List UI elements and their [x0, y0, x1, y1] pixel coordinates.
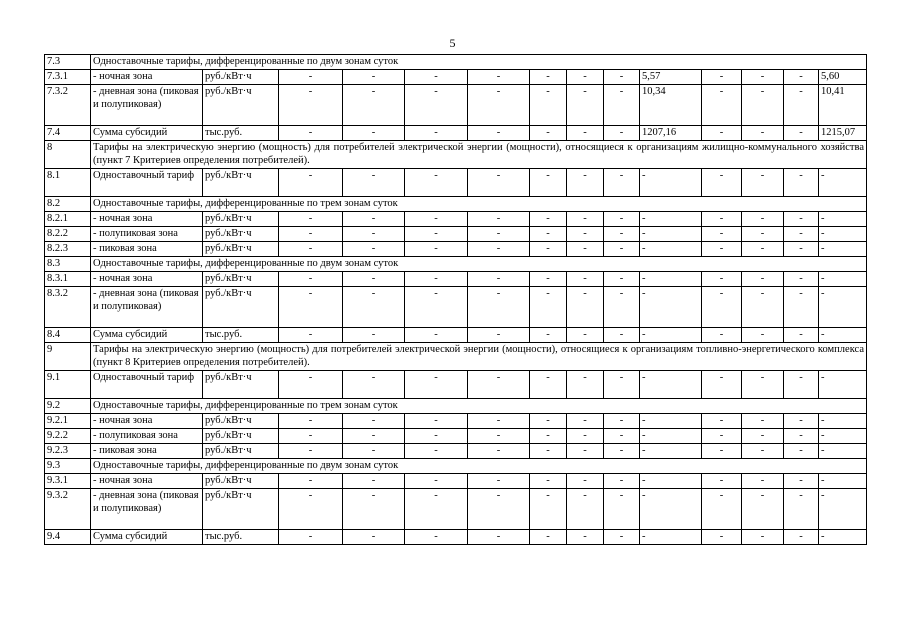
value-cell: -	[604, 272, 640, 287]
value-cell: -	[640, 287, 702, 328]
row-name: - пиковая зона	[91, 444, 203, 459]
table-row	[45, 328, 867, 343]
value-cell: -	[405, 474, 468, 489]
value-cell: -	[819, 530, 867, 545]
value-cell: -	[819, 371, 867, 399]
value-cell: -	[567, 474, 604, 489]
value-cell: -	[468, 227, 530, 242]
section-heading: Одноставочные тарифы, дифференцированные по двум зонам суток	[91, 459, 867, 474]
value-cell: -	[530, 474, 567, 489]
value-cell: -	[784, 429, 819, 444]
row-unit: руб./кВт·ч	[203, 70, 279, 85]
value-cell: 10,34	[640, 85, 702, 126]
value-cell: -	[343, 227, 405, 242]
value-cell: -	[819, 444, 867, 459]
row-number: 8	[45, 141, 91, 169]
value-cell: -	[468, 444, 530, 459]
value-cell: -	[405, 328, 468, 343]
row-number: 8.2.1	[45, 212, 91, 227]
value-cell: -	[742, 272, 784, 287]
value-cell: -	[742, 287, 784, 328]
section-heading: Одноставочные тарифы, дифференцированные по двум зонам суток	[91, 55, 867, 70]
value-cell: -	[640, 474, 702, 489]
value-cell: -	[742, 328, 784, 343]
value-cell: -	[530, 85, 567, 126]
page-number: 5	[449, 36, 456, 50]
value-cell: -	[343, 414, 405, 429]
value-cell: -	[604, 287, 640, 328]
value-cell: -	[742, 227, 784, 242]
value-cell: -	[604, 474, 640, 489]
value-cell: -	[468, 328, 530, 343]
table-row	[45, 257, 867, 272]
value-cell: -	[405, 287, 468, 328]
value-cell: -	[468, 126, 530, 141]
row-number: 9.2	[45, 399, 91, 414]
row-unit: руб./кВт·ч	[203, 371, 279, 399]
table-row	[45, 227, 867, 242]
value-cell: -	[530, 126, 567, 141]
value-cell: -	[742, 126, 784, 141]
value-cell: -	[784, 287, 819, 328]
value-cell: -	[530, 242, 567, 257]
value-cell: -	[468, 530, 530, 545]
row-name: - полупиковая зона	[91, 227, 203, 242]
value-cell: -	[784, 328, 819, 343]
tariff-table	[44, 54, 867, 545]
value-cell: -	[784, 227, 819, 242]
row-name: - полупиковая зона	[91, 429, 203, 444]
value-cell: 1215,07	[819, 126, 867, 141]
table-row	[45, 85, 867, 126]
section-heading: Одноставочные тарифы, дифференцированные по трем зонам суток	[91, 197, 867, 212]
value-cell: -	[468, 212, 530, 227]
table-row	[45, 414, 867, 429]
value-cell: -	[819, 328, 867, 343]
value-cell: -	[468, 474, 530, 489]
table-row	[45, 212, 867, 227]
value-cell: -	[784, 212, 819, 227]
value-cell: -	[640, 414, 702, 429]
value-cell: -	[279, 85, 343, 126]
value-cell: -	[640, 212, 702, 227]
value-cell: -	[640, 272, 702, 287]
value-cell: -	[742, 169, 784, 197]
value-cell: -	[279, 489, 343, 530]
value-cell: -	[530, 169, 567, 197]
value-cell: -	[702, 429, 742, 444]
row-name: - ночная зона	[91, 474, 203, 489]
row-number: 9.4	[45, 530, 91, 545]
value-cell: -	[784, 489, 819, 530]
value-cell: -	[604, 429, 640, 444]
section-heading: Одноставочные тарифы, дифференцированные по трем зонам суток	[91, 399, 867, 414]
value-cell: -	[819, 272, 867, 287]
value-cell: -	[742, 530, 784, 545]
value-cell: 10,41	[819, 85, 867, 126]
value-cell: -	[567, 530, 604, 545]
value-cell: -	[742, 414, 784, 429]
value-cell: -	[702, 530, 742, 545]
value-cell: -	[405, 489, 468, 530]
value-cell: -	[405, 429, 468, 444]
value-cell: 5,60	[819, 70, 867, 85]
value-cell: -	[640, 444, 702, 459]
value-cell: -	[468, 169, 530, 197]
value-cell: -	[343, 70, 405, 85]
section-heading: Одноставочные тарифы, дифференцированные по двум зонам суток	[91, 257, 867, 272]
value-cell: -	[530, 530, 567, 545]
value-cell: -	[279, 414, 343, 429]
table-row	[45, 429, 867, 444]
value-cell: 1207,16	[640, 126, 702, 141]
value-cell: -	[819, 429, 867, 444]
value-cell: -	[567, 70, 604, 85]
value-cell: -	[405, 85, 468, 126]
row-unit: руб./кВт·ч	[203, 272, 279, 287]
value-cell: -	[702, 227, 742, 242]
section-heading: Тарифы на электрическую энергию (мощность) для потребителей электрической энергии (мощности), относящиеся к организациям жилищно-коммунального хозяйства (пункт 7 Критериев определения потребителей).	[91, 141, 867, 169]
value-cell: -	[604, 242, 640, 257]
row-name: - дневная зона (пиковая и полупиковая)	[91, 287, 203, 328]
value-cell: -	[819, 489, 867, 530]
table-row	[45, 530, 867, 545]
value-cell: -	[702, 272, 742, 287]
row-unit: тыс.руб.	[203, 530, 279, 545]
value-cell: -	[784, 169, 819, 197]
value-cell: -	[567, 371, 604, 399]
value-cell: -	[405, 70, 468, 85]
tariff-table-body	[45, 55, 867, 545]
value-cell: -	[742, 489, 784, 530]
value-cell: -	[784, 444, 819, 459]
row-unit: руб./кВт·ч	[203, 242, 279, 257]
row-unit: руб./кВт·ч	[203, 474, 279, 489]
value-cell: -	[343, 530, 405, 545]
row-name: - пиковая зона	[91, 242, 203, 257]
value-cell: -	[468, 429, 530, 444]
value-cell: -	[405, 126, 468, 141]
value-cell: -	[604, 169, 640, 197]
value-cell: -	[702, 287, 742, 328]
value-cell: -	[468, 272, 530, 287]
value-cell: -	[784, 371, 819, 399]
value-cell: -	[343, 429, 405, 444]
row-name: - ночная зона	[91, 272, 203, 287]
value-cell: -	[567, 212, 604, 227]
value-cell: -	[702, 371, 742, 399]
value-cell: -	[567, 444, 604, 459]
value-cell: -	[279, 169, 343, 197]
value-cell: -	[702, 328, 742, 343]
value-cell: -	[784, 70, 819, 85]
row-number: 9.3.1	[45, 474, 91, 489]
value-cell: -	[343, 242, 405, 257]
row-unit: руб./кВт·ч	[203, 489, 279, 530]
row-name: - ночная зона	[91, 70, 203, 85]
row-number: 8.1	[45, 169, 91, 197]
value-cell: -	[279, 444, 343, 459]
value-cell: -	[640, 227, 702, 242]
value-cell: -	[702, 126, 742, 141]
value-cell: -	[405, 242, 468, 257]
value-cell: -	[604, 85, 640, 126]
value-cell: -	[567, 126, 604, 141]
value-cell: -	[604, 227, 640, 242]
row-unit: руб./кВт·ч	[203, 287, 279, 328]
row-number: 7.4	[45, 126, 91, 141]
value-cell: -	[640, 242, 702, 257]
table-row	[45, 489, 867, 530]
row-name: - ночная зона	[91, 212, 203, 227]
value-cell: -	[702, 474, 742, 489]
row-unit: руб./кВт·ч	[203, 227, 279, 242]
row-unit: тыс.руб.	[203, 126, 279, 141]
value-cell: -	[468, 70, 530, 85]
value-cell: -	[343, 169, 405, 197]
row-unit: руб./кВт·ч	[203, 212, 279, 227]
table-row	[45, 55, 867, 70]
value-cell: -	[279, 530, 343, 545]
value-cell: -	[405, 530, 468, 545]
value-cell: -	[742, 85, 784, 126]
value-cell: -	[279, 272, 343, 287]
value-cell: -	[279, 227, 343, 242]
value-cell: -	[784, 272, 819, 287]
value-cell: -	[530, 328, 567, 343]
value-cell: -	[530, 272, 567, 287]
value-cell: -	[742, 474, 784, 489]
row-number: 8.3.2	[45, 287, 91, 328]
row-number: 7.3.2	[45, 85, 91, 126]
table-row	[45, 371, 867, 399]
value-cell: -	[604, 328, 640, 343]
value-cell: -	[702, 85, 742, 126]
row-number: 8.2	[45, 197, 91, 212]
value-cell: -	[530, 489, 567, 530]
table-row	[45, 474, 867, 489]
value-cell: -	[742, 444, 784, 459]
value-cell: -	[343, 371, 405, 399]
table-row	[45, 287, 867, 328]
value-cell: -	[567, 429, 604, 444]
value-cell: -	[702, 414, 742, 429]
value-cell: 5,57	[640, 70, 702, 85]
value-cell: -	[784, 474, 819, 489]
table-row	[45, 343, 867, 371]
value-cell: -	[567, 272, 604, 287]
value-cell: -	[279, 328, 343, 343]
row-number: 9	[45, 343, 91, 371]
table-row	[45, 169, 867, 197]
value-cell: -	[784, 85, 819, 126]
value-cell: -	[405, 414, 468, 429]
row-number: 9.1	[45, 371, 91, 399]
value-cell: -	[530, 212, 567, 227]
row-name: - дневная зона (пиковая и полупиковая)	[91, 85, 203, 126]
value-cell: -	[819, 169, 867, 197]
value-cell: -	[742, 70, 784, 85]
table-row	[45, 126, 867, 141]
row-unit: руб./кВт·ч	[203, 414, 279, 429]
row-name: - ночная зона	[91, 414, 203, 429]
value-cell: -	[530, 429, 567, 444]
value-cell: -	[530, 371, 567, 399]
value-cell: -	[819, 287, 867, 328]
value-cell: -	[405, 169, 468, 197]
value-cell: -	[567, 169, 604, 197]
value-cell: -	[742, 371, 784, 399]
value-cell: -	[279, 70, 343, 85]
value-cell: -	[604, 414, 640, 429]
value-cell: -	[279, 126, 343, 141]
row-number: 9.2.2	[45, 429, 91, 444]
row-number: 9.2.1	[45, 414, 91, 429]
value-cell: -	[567, 287, 604, 328]
value-cell: -	[343, 474, 405, 489]
row-number: 8.2.2	[45, 227, 91, 242]
value-cell: -	[640, 371, 702, 399]
value-cell: -	[567, 489, 604, 530]
value-cell: -	[604, 70, 640, 85]
row-unit: руб./кВт·ч	[203, 85, 279, 126]
value-cell: -	[405, 227, 468, 242]
value-cell: -	[279, 287, 343, 328]
value-cell: -	[279, 212, 343, 227]
value-cell: -	[640, 169, 702, 197]
value-cell: -	[468, 85, 530, 126]
value-cell: -	[530, 287, 567, 328]
value-cell: -	[702, 242, 742, 257]
value-cell: -	[405, 444, 468, 459]
value-cell: -	[405, 371, 468, 399]
row-name: Сумма субсидий	[91, 328, 203, 343]
table-row	[45, 242, 867, 257]
value-cell: -	[702, 70, 742, 85]
value-cell: -	[343, 212, 405, 227]
value-cell: -	[567, 328, 604, 343]
table-row	[45, 272, 867, 287]
row-unit: тыс.руб.	[203, 328, 279, 343]
value-cell: -	[468, 371, 530, 399]
value-cell: -	[343, 328, 405, 343]
value-cell: -	[742, 429, 784, 444]
value-cell: -	[640, 489, 702, 530]
row-name: Сумма субсидий	[91, 530, 203, 545]
value-cell: -	[784, 530, 819, 545]
table-row	[45, 141, 867, 169]
row-number: 8.3	[45, 257, 91, 272]
value-cell: -	[468, 242, 530, 257]
row-number: 8.3.1	[45, 272, 91, 287]
value-cell: -	[640, 530, 702, 545]
value-cell: -	[405, 212, 468, 227]
value-cell: -	[405, 272, 468, 287]
row-name: Сумма субсидий	[91, 126, 203, 141]
value-cell: -	[343, 444, 405, 459]
value-cell: -	[742, 212, 784, 227]
value-cell: -	[819, 212, 867, 227]
value-cell: -	[702, 169, 742, 197]
value-cell: -	[279, 371, 343, 399]
value-cell: -	[742, 242, 784, 257]
value-cell: -	[702, 444, 742, 459]
row-number: 7.3	[45, 55, 91, 70]
value-cell: -	[530, 227, 567, 242]
value-cell: -	[702, 212, 742, 227]
row-unit: руб./кВт·ч	[203, 169, 279, 197]
row-number: 9.2.3	[45, 444, 91, 459]
value-cell: -	[604, 489, 640, 530]
value-cell: -	[604, 212, 640, 227]
section-heading: Тарифы на электрическую энергию (мощность) для потребителей электрической энергии (мощности), относящиеся к организациям топливно-энергетического комплекса (пункт 8 Критериев определения потребителей).	[91, 343, 867, 371]
value-cell: -	[784, 414, 819, 429]
value-cell: -	[567, 85, 604, 126]
value-cell: -	[784, 242, 819, 257]
value-cell: -	[343, 272, 405, 287]
row-number: 7.3.1	[45, 70, 91, 85]
row-number: 8.4	[45, 328, 91, 343]
value-cell: -	[604, 530, 640, 545]
row-number: 9.3.2	[45, 489, 91, 530]
value-cell: -	[530, 444, 567, 459]
table-row	[45, 399, 867, 414]
value-cell: -	[530, 414, 567, 429]
table-row	[45, 197, 867, 212]
value-cell: -	[567, 414, 604, 429]
table-row	[45, 444, 867, 459]
value-cell: -	[279, 429, 343, 444]
value-cell: -	[279, 474, 343, 489]
table-row	[45, 459, 867, 474]
value-cell: -	[530, 70, 567, 85]
value-cell: -	[819, 414, 867, 429]
value-cell: -	[819, 242, 867, 257]
value-cell: -	[702, 489, 742, 530]
value-cell: -	[468, 489, 530, 530]
value-cell: -	[604, 371, 640, 399]
row-number: 9.3	[45, 459, 91, 474]
value-cell: -	[343, 126, 405, 141]
value-cell: -	[567, 242, 604, 257]
row-unit: руб./кВт·ч	[203, 429, 279, 444]
row-number: 8.2.3	[45, 242, 91, 257]
value-cell: -	[343, 287, 405, 328]
value-cell: -	[567, 227, 604, 242]
value-cell: -	[640, 328, 702, 343]
row-name: Одноставочный тариф	[91, 371, 203, 399]
value-cell: -	[640, 429, 702, 444]
value-cell: -	[468, 414, 530, 429]
row-unit: руб./кВт·ч	[203, 444, 279, 459]
value-cell: -	[819, 227, 867, 242]
value-cell: -	[604, 126, 640, 141]
value-cell: -	[343, 85, 405, 126]
value-cell: -	[279, 242, 343, 257]
table-row	[45, 70, 867, 85]
row-name: - дневная зона (пиковая и полупиковая)	[91, 489, 203, 530]
row-name: Одноставочный тариф	[91, 169, 203, 197]
value-cell: -	[819, 474, 867, 489]
value-cell: -	[604, 444, 640, 459]
value-cell: -	[468, 287, 530, 328]
value-cell: -	[343, 489, 405, 530]
value-cell: -	[784, 126, 819, 141]
